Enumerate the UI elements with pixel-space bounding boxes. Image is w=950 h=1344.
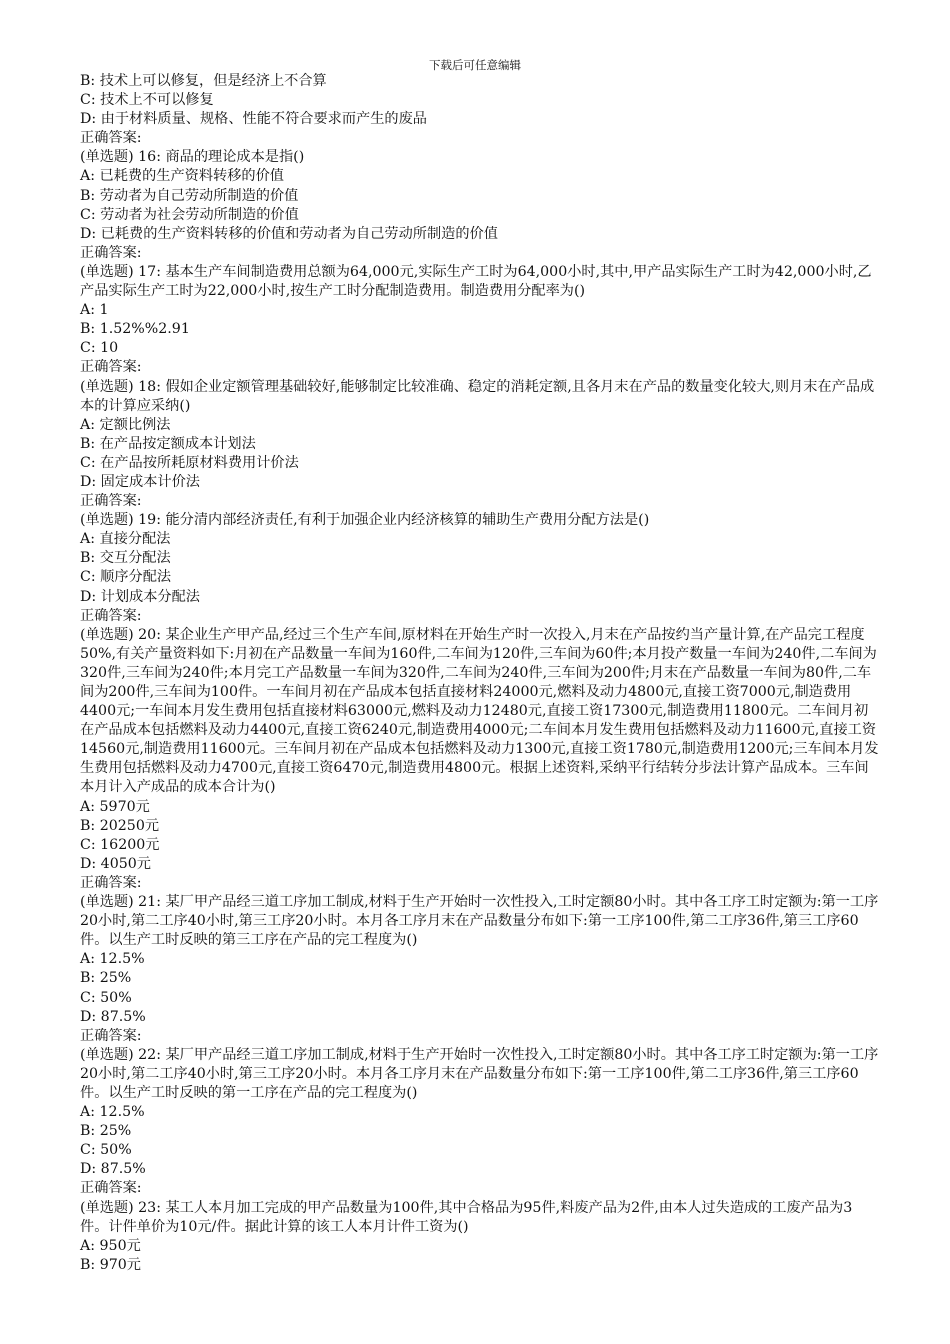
option-line: A: 1 <box>80 302 109 319</box>
option-line: B: 1.52%%2.91 <box>80 321 190 338</box>
question-22: (单选题) 22: 某厂甲产品经三道工序加工制成,材料于生产开始时一次性投入,工时定额80小时。其中各工序工时定额为:第一工序20小时,第二工序40小时,第三工序20小时。本月各工序月末在产品数量分布如下:第一工序100件,第二工序36件,第三工序60件。以生产工时反映的第一工序在产品的完工程度为() <box>80 1046 879 1101</box>
option-line: C: 50% <box>80 1142 132 1159</box>
option-line: C: 技术上不可以修复 <box>80 92 214 109</box>
answer-label: 正确答案: <box>80 359 142 376</box>
option-line: D: 87.5% <box>80 1008 146 1025</box>
option-line: C: 10 <box>80 340 119 357</box>
option-line: B: 在产品按定额成本计划法 <box>80 435 256 452</box>
question-16: (单选题) 16: 商品的理论成本是指() <box>80 149 305 166</box>
page-header: 下载后可任意编辑 <box>429 58 521 72</box>
option-line: A: 5970元 <box>80 798 150 815</box>
option-line: A: 已耗费的生产资料转移的价值 <box>80 168 284 185</box>
answer-label: 正确答案: <box>80 244 142 261</box>
question-21: (单选题) 21: 某厂甲产品经三道工序加工制成,材料于生产开始时一次性投入,工时定额80小时。其中各工序工时定额为:第一工序20小时,第二工序40小时,第三工序20小时。本月各工序月末在产品数量分布如下:第一工序100件,第二工序36件,第三工序60件。以生产工时反映的第三工序在产品的完工程度为() <box>80 894 879 949</box>
answer-label: 正确答案: <box>80 1027 142 1044</box>
question-18: (单选题) 18: 假如企业定额管理基础较好,能够制定比较准确、稳定的消耗定额,且各月末在产品的数量变化较大,则月末在产品成本的计算应采纳() <box>80 378 875 414</box>
option-line: C: 在产品按所耗原材料费用计价法 <box>80 454 299 471</box>
option-line: A: 950元 <box>80 1237 141 1254</box>
question-17: (单选题) 17: 基本生产车间制造费用总额为64,000元,实际生产工时为64,000小时,其中,甲产品实际生产工时为42,000小时,乙产品实际生产工时为22,000小时,按生产工时分配制造费用。制造费用分配率为() <box>80 263 872 300</box>
option-line: B: 技术上可以修复，但是经济上不合算 <box>80 73 327 89</box>
option-line: C: 50% <box>80 989 132 1006</box>
answer-label: 正确答案: <box>80 130 142 147</box>
option-line: A: 12.5% <box>80 951 145 968</box>
option-line: B: 劳动者为自己劳动所制造的价值 <box>80 187 299 204</box>
option-line: A: 直接分配法 <box>80 531 171 548</box>
option-line: C: 顺序分配法 <box>80 569 172 586</box>
option-line: C: 劳动者为社会劳动所制造的价值 <box>80 206 299 223</box>
answer-label: 正确答案: <box>80 1180 142 1197</box>
option-line: D: 已耗费的生产资料转移的价值和劳动者为自己劳动所制造的价值 <box>80 225 498 242</box>
option-line: D: 计划成本分配法 <box>80 588 200 605</box>
option-line: B: 20250元 <box>80 817 160 834</box>
option-line: A: 定额比例法 <box>80 416 171 433</box>
answer-label: 正确答案: <box>80 874 142 891</box>
option-line: C: 16200元 <box>80 836 160 853</box>
option-line: B: 25% <box>80 1123 132 1140</box>
question-19: (单选题) 19: 能分清内部经济责任,有利于加强企业内经济核算的辅助生产费用分配方法是() <box>80 512 650 529</box>
option-line: D: 由于材料质量、规格、性能不符合要求而产生的废品 <box>80 111 427 128</box>
option-line: B: 970元 <box>80 1256 141 1273</box>
option-line: B: 25% <box>80 970 132 987</box>
question-23: (单选题) 23: 某工人本月加工完成的甲产品数量为100件,其中合格品为95件,料废产品为2件,由本人过失造成的工废产品为3件。计件单价为10元/件。据此计算的该工人本月计件工资为() <box>80 1199 853 1235</box>
document-body <box>80 72 880 1275</box>
answer-label: 正确答案: <box>80 607 142 624</box>
option-line: D: 固定成本计价法 <box>80 473 200 490</box>
question-20: (单选题) 20: 某企业生产甲产品,经过三个生产车间,原材料在开始生产时一次投入,月末在产品按约当产量计算,在产品完工程度50%,有关产量资料如下:月初在产品数量一车间为160件,二车间为120件,三车间为60件;本月投产数量一车间为240件,二车间为320件,三车间为240件;本月完工产品数量一车间为320件,二车间为240件,三车间为200件;月末在产品数量一车间为80件,二车间为200件,三车间为100件。一车间月初在产品成本包括直接材料24000元,燃料及动力4800元,直接工资7000元,制造费用4400元;一车间本月发生费用包括直接材料63000元,燃料及动力12480元,直接工资17300元,制造费用11800元。二车间月初在产品成本包括燃料及动力4400元,直接工资6240元,制造费用4000元;二车间本月发生费用包括燃料及动力11600元,直接工资14560元,制造费用11600元。三车间月初在产品成本包括燃料及动力1300元,直接工资1780元,制造费用1200元;三车间本月发生费用包括燃料及动力4700元,直接工资6470元,制造费用4800元。根据上述资料,采纳平行结转分步法计算产品成本。三车间本月计入产成品的成本合计为() <box>80 626 879 796</box>
option-line: A: 12.5% <box>80 1104 145 1121</box>
answer-label: 正确答案: <box>80 493 142 510</box>
option-line: D: 87.5% <box>80 1161 146 1178</box>
option-line: B: 交互分配法 <box>80 550 171 567</box>
option-line: D: 4050元 <box>80 855 151 872</box>
